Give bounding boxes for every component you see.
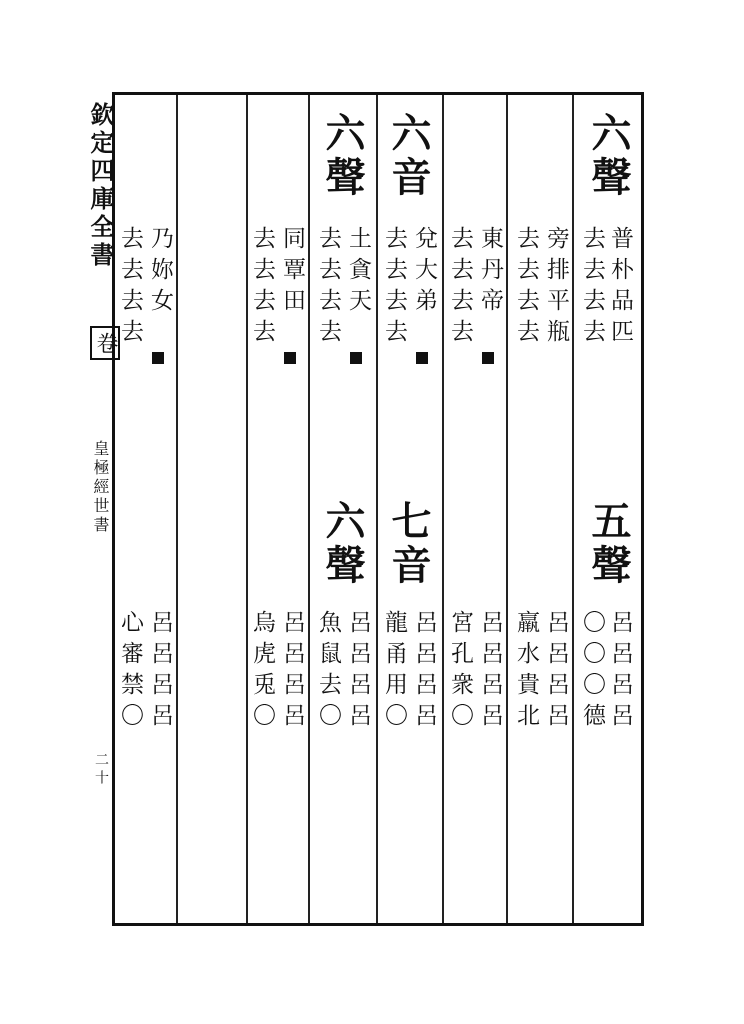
- col6-top-chars: 同覃田: [279, 226, 305, 319]
- blank-mark: [416, 352, 428, 364]
- col6-bottom-chars: 烏虎兎〇: [249, 610, 275, 734]
- col5-top-tones: 去去去去: [315, 226, 341, 350]
- col2-top-chars: 旁排平瓶: [543, 226, 569, 350]
- col8-top-chars: 乃妳女: [147, 226, 173, 319]
- col2-bottom-chars: 羸水貴北: [513, 610, 539, 734]
- col1-bottom-heading: 五聲: [585, 500, 632, 588]
- col5-top-heading: 六聲: [319, 112, 366, 200]
- col5-top-chars: 土貪天: [345, 226, 371, 319]
- col1-bottom-tones: 呂呂呂呂: [607, 610, 633, 734]
- column-divider: [176, 95, 178, 923]
- blank-mark: [284, 352, 296, 364]
- col8-bottom-chars: 心審禁〇: [117, 610, 143, 734]
- column-divider: [442, 95, 444, 923]
- col3-bottom-tones: 呂呂呂呂: [477, 610, 503, 734]
- col8-top-tones: 去去去去: [117, 226, 143, 350]
- blank-mark: [482, 352, 494, 364]
- column-divider: [572, 95, 574, 923]
- page-border-frame: [112, 92, 644, 926]
- column-divider: [506, 95, 508, 923]
- col4-top-tones: 去去去去: [381, 226, 407, 350]
- blank-mark: [350, 352, 362, 364]
- page-number: 二十: [93, 752, 109, 788]
- col1-top-heading: 六聲: [585, 112, 632, 200]
- col2-top-tones: 去去去去: [513, 226, 539, 350]
- col1-top-tones: 去去去去: [579, 226, 605, 350]
- col8-bottom-tones: 呂呂呂呂: [147, 610, 173, 734]
- col3-top-chars: 東丹帝: [477, 226, 503, 319]
- col1-bottom-chars: 〇〇〇德: [579, 610, 605, 734]
- col6-bottom-tones: 呂呂呂呂: [279, 610, 305, 734]
- col3-top-tones: 去去去去: [447, 226, 473, 350]
- fish-tail-box: 卷: [90, 326, 120, 360]
- col4-bottom-heading: 七音: [385, 500, 432, 588]
- book-title: 皇極經世書: [91, 440, 110, 535]
- col3-bottom-chars: 宮孔衆〇: [447, 610, 473, 734]
- col4-bottom-chars: 龍甬用〇: [381, 610, 407, 734]
- col5-bottom-chars: 魚鼠去〇: [315, 610, 341, 734]
- blank-mark: [152, 352, 164, 364]
- col2-bottom-tones: 呂呂呂呂: [543, 610, 569, 734]
- col1-top-chars: 普朴品匹: [607, 226, 633, 350]
- col5-bottom-tones: 呂呂呂呂: [345, 610, 371, 734]
- col4-top-heading: 六音: [385, 112, 432, 200]
- col6-top-tones: 去去去去: [249, 226, 275, 350]
- col4-top-chars: 兌大弟: [411, 226, 437, 319]
- col5-bottom-heading: 六聲: [319, 500, 366, 588]
- col4-bottom-tones: 呂呂呂呂: [411, 610, 437, 734]
- column-divider: [308, 95, 310, 923]
- column-divider: [376, 95, 378, 923]
- margin-title: 欽定四庫全書: [86, 102, 115, 270]
- column-divider: [246, 95, 248, 923]
